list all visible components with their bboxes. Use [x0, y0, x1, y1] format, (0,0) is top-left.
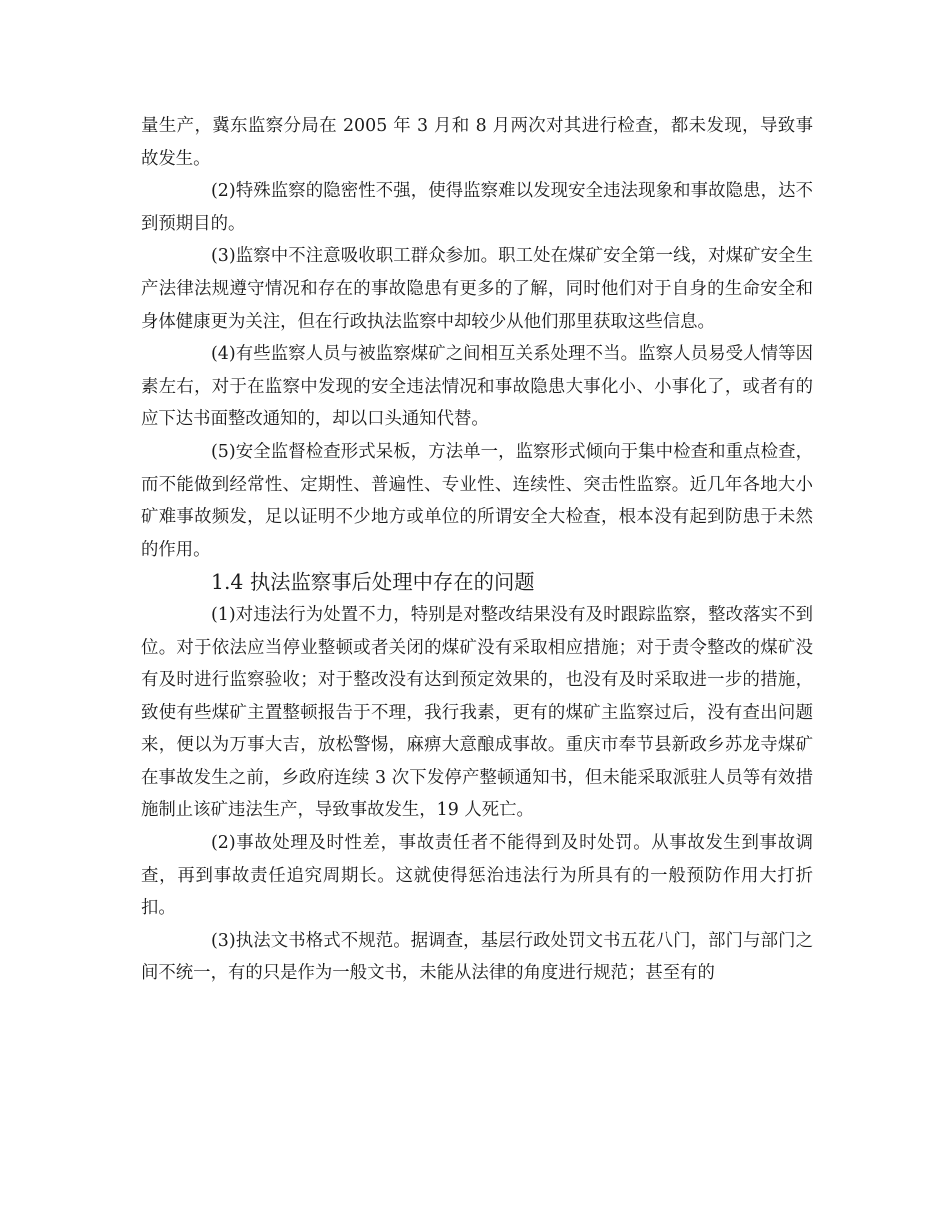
paragraph-continuation: 量生产，冀东监察分局在 2005 年 3 月和 8 月两次对其进行检查，都未发现，导致事故发生。 [141, 116, 813, 169]
paragraph-item-5: (5)安全监督检查形式呆板，方法单一，监察形式倾向于集中检查和重点检查，而不能做到经常性、定期性、普遍性、专业性、连续性、突击性监察。近几年各地大小矿难事故频发，足以证明不少地方或单位的所谓安全大检查，根本没有起到防患于未然的作用。 [141, 441, 813, 560]
paragraph-item-1: (1)对违法行为处置不力，特别是对整改结果没有及时跟踪监察，整改落实不到位。对于依法应当停业整顿或者关闭的煤矿没有采取相应措施；对于责令整改的煤矿没有及时进行监察验收；对于整改没有达到预定效果的，也没有及时采取进一步的措施，致使有些煤矿主置整顿报告于不理，我行我素，更有的煤矿主监察过后，没有查出问题来，便以为万事大吉，放松警惕，麻痹大意酿成事故。重庆市奉节县新政乡苏龙寺煤矿在事故发生之前，乡政府连续 3 次下发停产整顿通知书，但未能采取派驻人员等有效措施制止该矿违法生产，导致事故发生，19 人死亡。 [141, 604, 813, 821]
paragraph-item-4: (4)有些监察人员与被监察煤矿之间相互关系处理不当。监察人员易受人情等因素左右，对于在监察中发现的安全违法情况和事故隐患大事化小、小事化了，或者有的应下达书面整改通知的，却以口头通知代替。 [141, 344, 813, 430]
paragraph-item-3: (3)监察中不注意吸收职工群众参加。职工处在煤矿安全第一线，对煤矿安全生产法律法规遵守情况和存在的事故隐患有更多的了解，同时他们对于自身的生命安全和身体健康更为关注，但在行政执法监察中却较少从他们那里获取这些信息。 [141, 246, 813, 332]
section-heading: 1.4 执法监察事后处理中存在的问题 [211, 570, 535, 595]
paragraph-item-3b: (3)执法文书格式不规范。据调查，基层行政处罚文书五花八门，部门与部门之间不统一，有的只是作为一般文书，未能从法律的角度进行规范；甚至有的 [141, 930, 813, 984]
document-body [141, 110, 813, 990]
paragraph-item-2b: (2)事故处理及时性差，事故责任者不能得到及时处罚。从事故发生到事故调查，再到事故责任追究周期长。这就使得惩治违法行为所具有的一般预防作用大打折扣。 [141, 833, 813, 919]
paragraph-item-2: (2)特殊监察的隐密性不强，使得监察难以发现安全违法现象和事故隐患，达不到预期目的。 [141, 181, 813, 234]
